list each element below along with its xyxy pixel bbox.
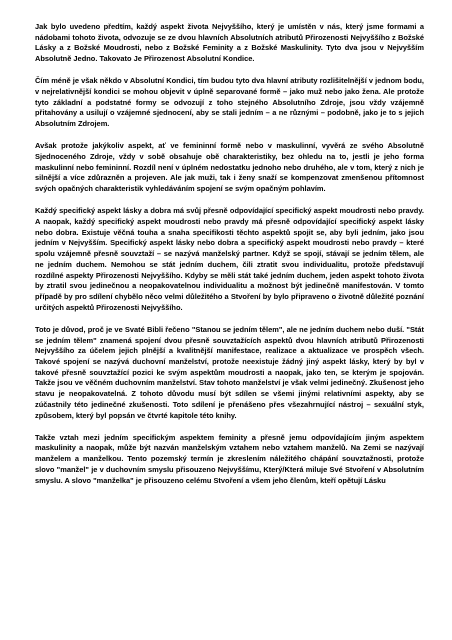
paragraph-5: Toto je důvod, proč je ve Svaté Bibli řečeno "Stanou se jedním tělem", ale ne jedním duchem nebo duší. "Stát se jedním tělem" znamená spojení dvou přesně souvztažících aspektů dvou hlavních atributů Přirozenosti Nejvyššího za účelem jejich plnější a kvalitnější manifestace, realizace a aktualizace ve prospěch všech. Takové spojení se nazývá duchovní manželství, protože neexistuje žádný jiný aspekt lásky, který by byl v takové přesně souvztažící pozici ke svým aspektům moudrosti a naopak, jako ten, se kterým je spojován. Takže jsou ve věčném duchovním manželství. Stav tohoto manželství je však velmi jedinečný. Zkušenost jeho stavu je neopakovatelná. Z tohoto důvodu musí být sdílen se všemi jinými relativními aspekty, aby se zúčastnily této jedinečné zkušenosti. Toto sdílení je přenášeno přes všezahrnující nástroj – sexuální styk, způsobem, který byl popsán ve čtvrté kapitole této knihy.: [35, 324, 424, 420]
paragraph-1: Jak bylo uvedeno předtím, každý aspekt života Nejvyššího, který je umístěn v nás, který jsme formami a nádobami tohoto života, odvozuje se ze dvou hlavních Absolutních atributů Přirozenosti Nejvyššího z Božské Lásky a z Božské Moudrosti, nebo z Božské Feminity a z Božské Maskulinity. Tyto dva jsou v Nejvyšším Absolutně Jedno. Takovato Je Přirozenost Absolutní Kondice.: [35, 22, 424, 64]
paragraph-6: Takže vztah mezi jedním specifickým aspektem feminity a přesně jemu odpovídajícím jiným aspektem maskulinity a naopak, může být nazván manželským vztahem nebo vztahem manželů. Na Zemi se nazývají manželem a manželkou. Tento pozemský termín je zkreslením náležitého chápání souvztažnosti, protože slovo "manžel" je v duchovním smyslu přisouzeno Nejvyššímu, Který/Která miluje Své Stvoření v Absolutním smyslu. A slovo "manželka" je přisouzeno celému Stvoření a všem jeho členům, kteří opětují Lásku: [35, 432, 424, 485]
paragraph-2: Čím méně je však někdo v Absolutní Kondici, tím budou tyto dva hlavní atributy rozlišitelnější v jednom bodu, v nejrelativnější kondici se mohou objevit v úplně separované formě – jako muž nebo jako žena. Ale protože tyto základní a podstatné formy se odvozují z toho stejného Absolutního Zdroje, jsou vždy vzájemně přitahovány a usilují o vzájemné sjednocení, aby se stali jedním – a ne různými – podobně, jako je to s jejich Absolutním Zdrojem.: [35, 76, 424, 129]
paragraph-3: Avšak protože jakýkoliv aspekt, ať ve femininní formě nebo v maskulinní, vyvěrá ze svého Absolutně Sjednoceného Zdroje, vždy v sobě obsahuje obě charakteristiky, bez ohledu na to, jestli je jeho forma maskulinní nebo femininní. Rozdíl není v úplném nedostatku jednoho nebo druhého, ale v tom, který z nich je silnější a více zdůrazněn a projeven. Ale jak muži, tak i ženy snaží se kompenzovat zmenšenou přítomnost svých opačných charakteristik vyhledáváním spojení se svým opačným pohlavím.: [35, 141, 424, 194]
paragraph-4: Každý specifický aspekt lásky a dobra má svůj přesně odpovídající specifický aspekt moudrosti nebo pravdy. A naopak, každý specifický aspekt moudrosti nebo pravdy má přesně odpovídající specifický aspekt lásky nebo dobra. Existuje věčná touha a snaha specifikosti těchto aspektů spojit se, aby byli jedním, jako jsou jedním v Nejvyšším. Specifický aspekt lásky nebo dobra a specifický aspekt moudrosti nebo pravdy – které spolu vzájemně přesně souvztaží – se nazývá manželský partner. Když se spojí, stávají se jedním tělem, ale ne jedním duchem. Nemohou se stát jedním duchem, čili ztratit svou individualitu, protože představují rozdílné aspekty Přirozenosti Nejvyššího. Kdyby se měli stát také jedním duchem, jeden aspekt tohoto života by ztratil svou jedinečnou a neopakovatelnou individualitu a možnost být jedinečně manifestován. V tomto případě by pro sdílení chybělo něco velmi důležitého a Stvoření by bylo připraveno o životně důležité poznání určitých aspektů Přirozenosti Nejvyššího.: [35, 206, 424, 312]
